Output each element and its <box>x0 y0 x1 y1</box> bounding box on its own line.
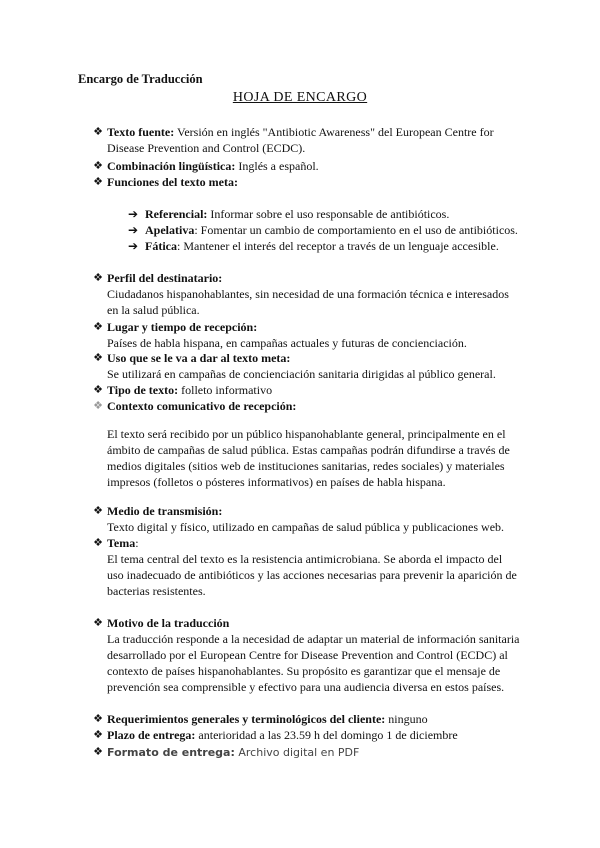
motivo-line: La traducción responde a la necesidad de adaptar un material de información sanitaria <box>107 632 520 646</box>
page-title: HOJA DE ENCARGO <box>232 90 368 105</box>
motivo-label: Motivo de la traducción <box>107 616 230 630</box>
formato-label: Formato de entrega: <box>107 746 235 759</box>
contexto-line: impresos (folletos o pósteres informativos) en países de habla hispana. <box>107 475 446 489</box>
document-label: Encargo de Traducción <box>78 72 203 86</box>
perfil-value-line2: en la salud pública. <box>107 303 200 317</box>
diamond-bullet-icon: ❖ <box>93 713 103 725</box>
contexto-line: El texto será recibido por un público hispanohablante general, principalmente en el <box>107 427 506 441</box>
tema-colon: : <box>135 536 139 550</box>
diamond-bullet-icon: ❖ <box>93 746 103 758</box>
contexto-line: medios digitales (sitios web de instituciones sanitarias, redes sociales) y materiales <box>107 459 505 473</box>
motivo-line: contexto de países hispanohablantes. Su propósito es garantizar que el mensaje de <box>107 664 501 678</box>
diamond-bullet-icon: ❖ <box>93 505 103 517</box>
diamond-bullet-icon: ❖ <box>93 617 103 629</box>
tema-line: El tema central del texto es la resistencia antimicrobiana. Se aborda el impacto del <box>107 552 503 566</box>
perfil-label: Perfil del destinatario: <box>107 271 223 285</box>
texto-fuente-label: Texto fuente: <box>107 125 175 139</box>
fatica-value: : Mantener el interés del receptor a través de un lenguaje accesible. <box>177 239 499 253</box>
tipo-value: folleto informativo <box>178 383 273 397</box>
apelativa-label: Apelativa <box>145 223 195 237</box>
lugar-label: Lugar y tiempo de recepción: <box>107 320 258 334</box>
diamond-bullet-icon: ❖ <box>93 321 103 333</box>
tema-label: Tema <box>107 536 136 550</box>
diamond-bullet-icon: ❖ <box>93 160 103 172</box>
fatica-label: Fática <box>145 239 177 253</box>
diamond-bullet-icon: ❖ <box>93 400 103 412</box>
contexto-body <box>107 426 527 490</box>
uso-value: Se utilizará en campañas de concienciación sanitaria dirigidas al público general. <box>107 367 496 381</box>
contexto-label: Contexto comunicativo de recepción: <box>107 399 297 413</box>
perfil-value-line1: Ciudadanos hispanohablantes, sin necesidad de una formación técnica e interesados <box>107 287 509 301</box>
uso-label: Uso que se le va a dar al texto meta: <box>107 351 291 365</box>
diamond-bullet-icon: ❖ <box>93 384 103 396</box>
plazo-label: Plazo de entrega: <box>107 728 196 742</box>
medio-label: Medio de transmisión: <box>107 504 223 518</box>
arrow-icon: ➔ <box>128 239 139 253</box>
medio-value: Texto digital y físico, utilizado en campañas de salud pública y publicaciones web. <box>107 520 505 534</box>
referencial-label: Referencial: <box>145 207 208 221</box>
formato-value: Archivo digital en PDF <box>234 746 360 759</box>
lugar-value: Países de habla hispana, en campañas actuales y futuras de concienciación. <box>107 336 467 350</box>
combinacion-label: Combinación lingüística: <box>107 159 236 173</box>
contexto-line: ámbito de campañas de salud pública. Estas campañas podrán difundirse a través de <box>107 443 510 457</box>
referencial-value: Informar sobre el uso responsable de antibióticos. <box>207 207 450 221</box>
combinacion-value: Inglés a español. <box>235 159 319 173</box>
diamond-bullet-icon: ❖ <box>93 729 103 741</box>
diamond-bullet-icon: ❖ <box>93 176 103 188</box>
requerimientos-label: Requerimientos generales y terminológicos del cliente: <box>107 712 386 726</box>
tipo-label: Tipo de texto: <box>107 383 179 397</box>
requerimientos-value: ninguno <box>385 712 428 726</box>
arrow-icon: ➔ <box>128 207 139 221</box>
item-texto-fuente-cont <box>107 140 537 156</box>
arrow-icon: ➔ <box>128 223 139 237</box>
diamond-bullet-icon: ❖ <box>93 537 103 549</box>
texto-fuente-value-cont: Disease Prevention and Control (ECDC). <box>107 141 306 155</box>
diamond-bullet-icon: ❖ <box>93 126 103 138</box>
tema-line: bacterias resistentes. <box>107 584 206 598</box>
motivo-line: desarrollado por el European Centre for Disease Prevention and Control (ECDC) al <box>107 648 508 662</box>
funciones-label: Funciones del texto meta: <box>107 175 238 189</box>
motivo-line: prevención sea comprensible y efectivo para una audiencia diversa en estos países. <box>107 680 505 694</box>
texto-fuente-value: Versión en inglés "Antibiotic Awareness" del European Centre for <box>174 125 494 139</box>
diamond-bullet-icon: ❖ <box>93 352 103 364</box>
diamond-bullet-icon: ❖ <box>93 272 103 284</box>
apelativa-value: : Fomentar un cambio de comportamiento en el uso de antibióticos. <box>194 223 518 237</box>
plazo-value: anterioridad a las 23.59 h del domingo 1 de diciembre <box>195 728 458 742</box>
tema-line: uso inadecuado de antibióticos y las acciones necesarias para prevenir la aparición de <box>107 568 517 582</box>
